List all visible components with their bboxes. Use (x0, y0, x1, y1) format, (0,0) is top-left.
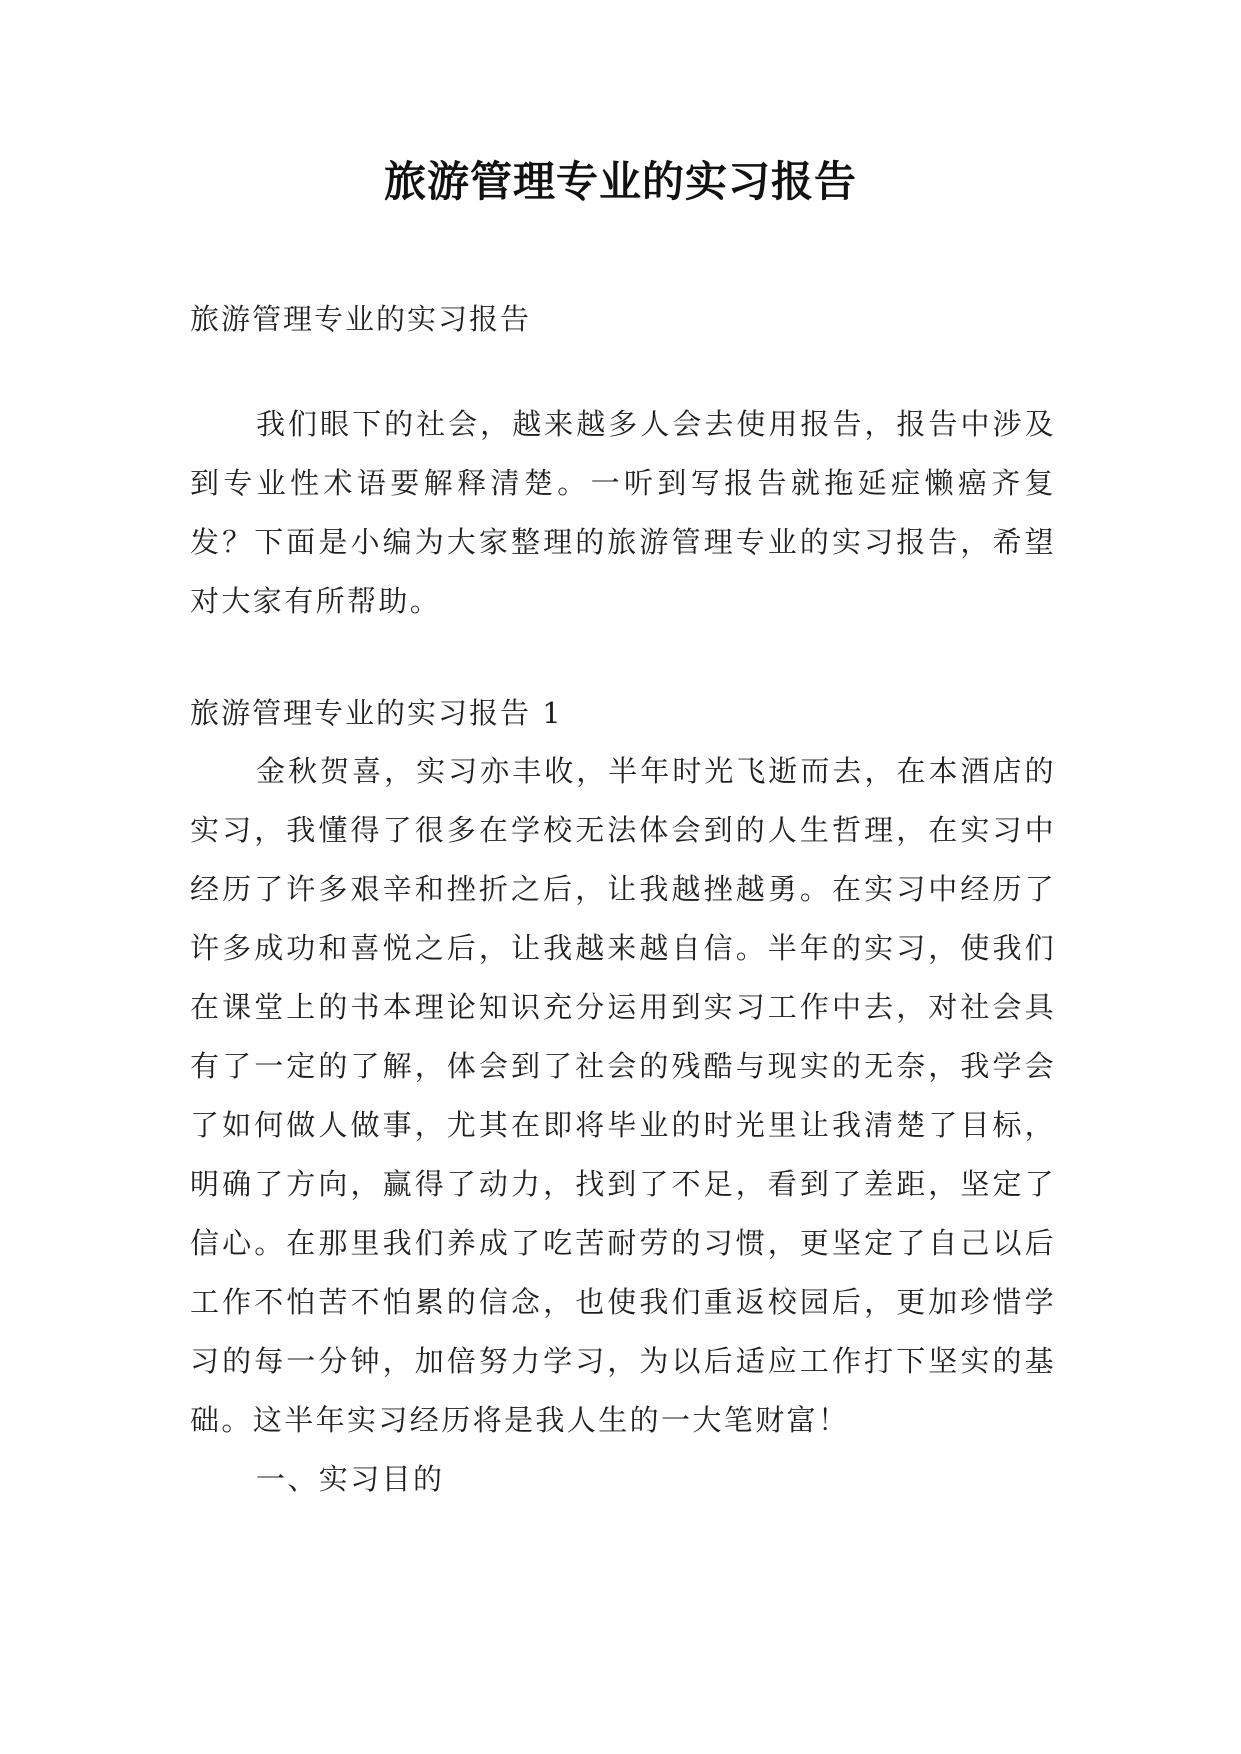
document-subtitle: 旅游管理专业的实习报告 (190, 302, 532, 336)
document-title: 旅游管理专业的实习报告 (383, 157, 857, 206)
section-body-paragraph: 金秋贺喜，实习亦丰收，半年时光飞逝而去，在本酒店的实习，我懂得了很多在学校无法体会到的人生哲理，在实习中经历了许多艰辛和挫折之后，让我越挫越勇。在实习中经历了许多成功和喜悦之后，让我越来越自信。半年的实习，使我们在课堂上的书本理论知识充分运用到实习工作中去，对社会具有了一定的了解，体会到了社会的残酷与现实的无奈，我学会了如何做人做事，尤其在即将毕业的时光里让我清楚了目标，明确了方向，赢得了动力，找到了不足，看到了差距，坚定了信心。在那里我们养成了吃苦耐劳的习惯，更坚定了自己以后工作不怕苦不怕累的信念，也使我们重返校园后，更加珍惜学习的每一分钟，加倍努力学习，为以后适应工作打下坚实的基础。这半年实习经历将是我人生的一大笔财富！ (190, 754, 1056, 1437)
intro-paragraph: 我们眼下的社会，越来越多人会去使用报告，报告中涉及到专业性术语要解释清楚。一听到写报告就拖延症懒癌齐复发？下面是小编为大家整理的旅游管理专业的实习报告，希望对大家有所帮助。 (190, 407, 1056, 618)
document-body (190, 290, 1056, 1508)
section-heading: 旅游管理专业的实习报告 1 (190, 696, 563, 730)
outline-heading: 一、实习目的 (256, 1462, 445, 1496)
